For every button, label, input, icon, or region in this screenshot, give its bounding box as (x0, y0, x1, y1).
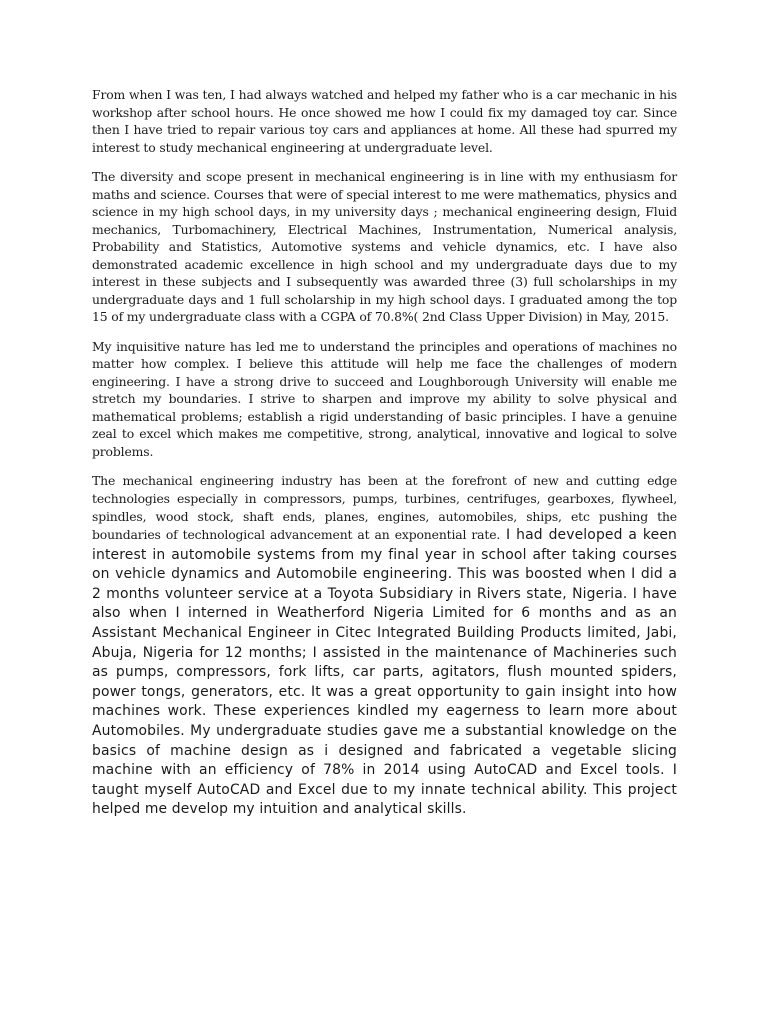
document-page (92, 86, 677, 832)
paragraph-3: My inquisitive nature has led me to understand the principles and operations of machines no matter how complex. I believe this attitude will help me face the challenges of modern engineering. I have a strong drive to succeed and Loughborough University will enable me stretch my boundaries. I strive to sharpen and improve my ability to solve physical and mathematical problems; establish a rigid understanding of basic principles. I have a genuine zeal to excel which makes me competitive, strong, analytical, innovative and logical to solve problems. (92, 338, 677, 459)
paragraph-1: From when I was ten, I had always watched and helped my father who is a car mechanic in his workshop after school hours. He once showed me how I could fix my damaged toy car. Since then I have tried to repair various toy cars and appliances at home. All these had spurred my interest to study mechanical engineering at undergraduate level. (92, 87, 677, 155)
paragraph-4-serif-text: The mechanical engineering industry has been at the forefront of new and cutting edge technologies especially in compressors, pumps, turbines, centrifuges, gearboxes, flywheel, spindles, wood stock, shaft ends, planes, engines, automobiles, ships, etc pushing the boundaries of technological advancement at an exponential rate. (92, 473, 677, 542)
paragraph-2: The diversity and scope present in mechanical engineering is in line with my enthusiasm for maths and science. Courses that were of special interest to me were mathematics, physics and science in my high school days, in my university days ; mechanical engineering design, Fluid mechanics, Turbomachinery, Electrical Machines, Instrumentation, Numerical analysis, Probability and Statistics, Automotive systems and vehicle dynamics, etc. I have also demonstrated academic excellence in high school and my undergraduate days due to my interest in these subjects and I subsequently was awarded three (3) full scholarships in my undergraduate days and 1 full scholarship in my high school days. I graduated among the top 15 of my undergraduate class with a CGPA of 70.8%( 2nd Class Upper Division) in May, 2015. (92, 169, 677, 324)
paragraph-4-sans-text: I had developed a keen interest in automobile systems from my final year in school after taking courses on vehicle dynamics and Automobile engineering. This was boosted when I did a 2 months volunteer service at a Toyota Subsidiary in Rivers state, Nigeria. I have also when I interned in Weatherford Nigeria Limited for 6 months and as an Assistant Mechanical Engineer in Citec Integrated Building Products limited, Jabi, Abuja, Nigeria for 12 months; I assisted in the maintenance of Machineries such as pumps, compressors, fork lifts, car parts, agitators, flush mounted spiders, power tongs, generators, etc. It was a great opportunity to gain insight into how machines work. These experiences kindled my eagerness to learn more about Automobiles. My undergraduate studies gave me a substantial knowledge on the basics of machine design as i designed and fabricated a vegetable slicing machine with an efficiency of 78% in 2014 using AutoCAD and Excel tools. I taught myself AutoCAD and Excel due to my innate technical ability. This project helped me develop my intuition and analytical skills. (92, 527, 677, 818)
paragraph-4 (92, 472, 677, 820)
